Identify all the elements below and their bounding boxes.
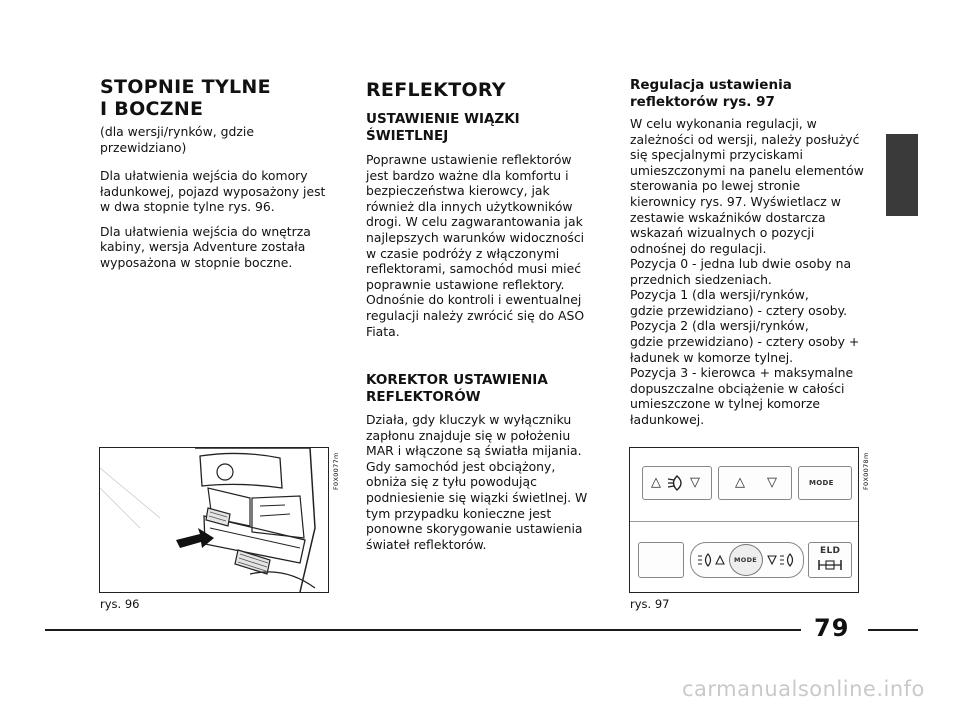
footer-rule-left [45, 629, 801, 631]
down-triangle-icon-2: ▽ [767, 475, 777, 490]
steps-title: STOPNIE TYLNE I BOCZNE [100, 76, 271, 120]
adjustment-heading: Regulacja ustawienia reflektorów rys. 97 [630, 77, 792, 110]
corrector-heading: KOREKTOR USTAWIENIA REFLEKTORÓW [366, 372, 548, 405]
figure-97-code: F0X0078m [862, 452, 870, 490]
chapter-tab [886, 134, 918, 216]
headlight-down-icon [767, 553, 795, 567]
steps-body [100, 168, 350, 280]
steps-paragraph-1: Dla ułatwienia wejścia do komory ładunkowej, pojazd wyposażony jest w dwa stopnie tylne rys. 96. [100, 168, 326, 215]
footer-rule-right [868, 629, 918, 631]
watermark: carmanualsonline.info [682, 677, 925, 701]
figure-97-control-panel [629, 447, 859, 593]
eld-button[interactable] [808, 542, 852, 578]
steps-subtitle: (dla wersji/rynków, gdzie przewidziano) [100, 124, 254, 155]
headlight-icon [667, 474, 687, 492]
steps-paragraph-2: Dla ułatwienia wejścia do wnętrza kabiny, wersja Adventure została wyposażona w stopnie boczne. [100, 223, 311, 270]
figure-97-caption: rys. 97 [630, 597, 670, 611]
differential-lock-icon [817, 559, 843, 571]
mode-label: MODE [809, 479, 834, 487]
up-triangle-icon-2: △ [735, 475, 745, 490]
mode-round-button[interactable] [729, 544, 763, 576]
figure-96-rear-steps [99, 447, 329, 593]
figure-96-caption: rys. 96 [100, 597, 140, 611]
up-triangle-icon: △ [651, 475, 661, 490]
down-triangle-icon: ▽ [690, 475, 700, 490]
mode-button[interactable] [798, 466, 852, 500]
adjust-blank-button[interactable] [718, 466, 792, 500]
mode-round-label: MODE [734, 556, 758, 564]
mode-rocker[interactable] [690, 542, 804, 578]
headlight-adjust-button[interactable] [642, 466, 712, 500]
adjustment-positions: Pozycja 0 - jedna lub dwie osoby na przednich siedzeniach. Pozycja 1 (dla wersji/rynków, gdzie przewidziano) - cztery osoby. Pozycja 2 (dla wersji/rynków, gdzie przewidziano) - cztery osoby + ładunek w komorze tylnej. Pozycja 3 - kierowca + maksymalne dopuszczalne obciążenie w całości umieszczone w tylnej komorze ładunkowej. [630, 256, 860, 427]
page-number: 79 [814, 614, 850, 642]
eld-label: ELD [820, 546, 841, 556]
beam-alignment-text: Poprawne ustawienie reflektorów jest bardzo ważne dla komfortu i bezpieczeństwa kierowcy, jak również dla innych użytkowników drogi. W celu zagwarantowania jak najlepszych warunków widoczności w czasie podróży z włączonymi reflektorami, samochód musi mieć poprawnie ustawione reflektory. Odnośnie do kontroli i ewentualnej regulacji należy zwrócić się do ASO Fiata. [366, 152, 585, 339]
beam-alignment-heading: USTAWIENIE WIĄZKI ŚWIETLNEJ [366, 111, 520, 144]
figure-96-code: F0X0077m [332, 452, 340, 490]
headlight-up-icon [697, 553, 725, 567]
blank-button[interactable] [638, 542, 684, 578]
corrector-text: Działa, gdy kluczyk w wyłączniku zapłonu znajduje się w położeniu MAR i włączone są światła mijania. Gdy samochód jest obciążony, obniża się z tyłu powodując podniesienie się wiązki świetlnej. W tym przypadku konieczne jest ponowne skorygowanie ustawienia świateł reflektorów. [366, 412, 588, 552]
rear-steps-illustration [100, 448, 328, 592]
headlights-title: REFLEKTORY [366, 79, 506, 101]
adjustment-intro: W celu wykonania regulacji, w zależności od wersji, należy posłużyć się specjalnymi przyciskami umieszczonymi na panelu elementów sterowania po lewej stronie kierownicy rys. 97. Wyświetlacz w zestawie wskaźników dostarcza wskazań wizualnych o pozycji odnośnej do regulacji. [630, 116, 864, 256]
